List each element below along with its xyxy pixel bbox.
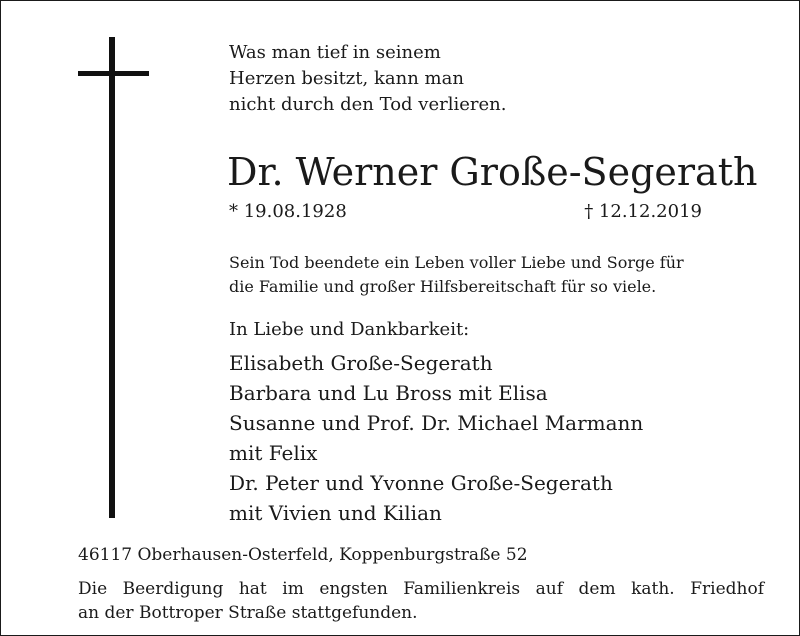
mourner-line: Dr. Peter und Yvonne Große-Segerath bbox=[229, 471, 613, 495]
cross-vertical-bar bbox=[109, 37, 115, 518]
tribute-text bbox=[229, 251, 684, 299]
gratitude-heading: In Liebe und Dankbarkeit: bbox=[229, 319, 470, 340]
mourners-list bbox=[229, 348, 643, 528]
deceased-name: Dr. Werner Große-Segerath bbox=[227, 150, 758, 194]
tribute-line: die Familie und großer Hilfsbereitschaft für so viele. bbox=[229, 277, 657, 296]
mourner-line: mit Felix bbox=[229, 441, 318, 465]
tribute-line: Sein Tod beendete ein Leben voller Liebe und Sorge für bbox=[229, 253, 684, 272]
cross-horizontal-bar bbox=[78, 71, 149, 76]
quote-line: Was man tief in seinem bbox=[229, 42, 441, 63]
mourner-line: Susanne und Prof. Dr. Michael Marmann bbox=[229, 411, 644, 435]
quote-line: nicht durch den Tod verlieren. bbox=[229, 94, 507, 115]
mourner-line: Elisabeth Große-Segerath bbox=[229, 351, 493, 375]
birth-date: * 19.08.1928 bbox=[229, 201, 347, 222]
mourner-line: mit Vivien und Kilian bbox=[229, 501, 442, 525]
death-date: † 12.12.2019 bbox=[584, 201, 702, 222]
quote-line: Herzen besitzt, kann man bbox=[229, 68, 464, 89]
family-address: 46117 Oberhausen-Osterfeld, Koppenburgstraße 52 bbox=[78, 545, 528, 565]
mourner-line: Barbara und Lu Bross mit Elisa bbox=[229, 381, 548, 405]
burial-line: Die Beerdigung hat im engsten Familienkreis auf dem kath. Friedhof bbox=[78, 579, 764, 599]
memorial-quote bbox=[229, 40, 506, 118]
burial-notice bbox=[78, 577, 764, 625]
burial-line: an der Bottroper Straße stattgefunden. bbox=[78, 603, 418, 623]
